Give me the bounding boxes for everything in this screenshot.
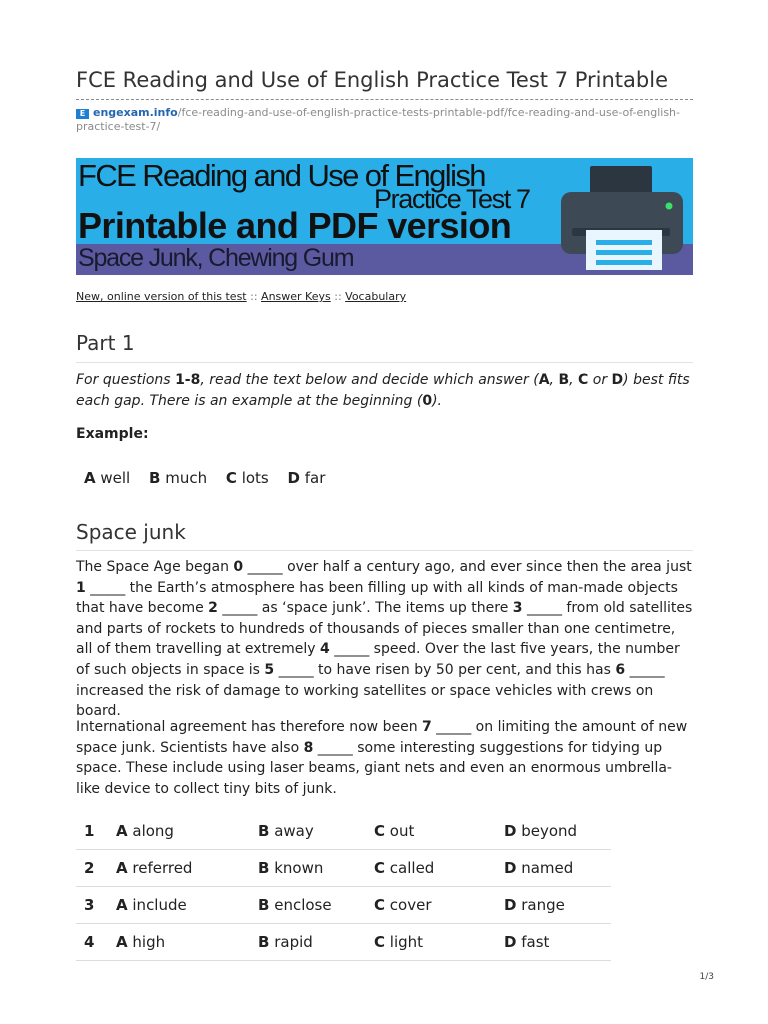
example-option-d: D far <box>287 469 326 487</box>
questions-table <box>76 813 611 961</box>
online-version-link[interactable]: New, online version of this test <box>76 290 247 303</box>
table-row: 3 A include B enclose C cover D range <box>76 887 611 924</box>
example-options <box>84 469 339 487</box>
source-link[interactable] <box>76 106 693 134</box>
source-host[interactable]: engexam.info <box>93 106 178 119</box>
table-row: 1 A along B away C out D beyond <box>76 813 611 850</box>
part-1-rule <box>76 362 693 363</box>
text-paragraph-1: The Space Age began 0 _____ over half a century ago, and ever since then the area just 1 _____ the Earth’s atmosphere has been filling up with all kinds of man-made objects that have become 2 _____ as ‘space junk’. The items up there 3 _____ from old satellites and parts of rockets to hundreds of thousands of pieces smaller than one centimetre, all of them travelling at extremely 4 _____ speed. Over the last five years, the number of such objects in space is 5 _____ to have risen by 50 per cent, and this has 6 _____ increased the risk of damage to working satellites or space vehicles with crews on board. <box>76 559 693 720</box>
source-path-1[interactable]: /fce-reading-and-use-of-english-practice-tests-printable-pdf/fce-reading-and-use-of-english- <box>177 106 681 119</box>
text-paragraph-2: International agreement has therefore now been 7 _____ on limiting the amount of new space junk. Scientists have also 8 _____ some interesting suggestions for tidying up space. These include using laser beams, giant nets and even an enormous umbrella-like device to collect tiny bits of junk. <box>76 719 688 797</box>
answer-keys-link[interactable]: Answer Keys <box>261 290 331 303</box>
text-heading: Space junk <box>76 520 186 544</box>
example-option-b: B much <box>149 469 208 487</box>
table-row: 4 A high B rapid C light D fast <box>76 924 611 961</box>
title-divider <box>76 99 693 100</box>
page-number: 1/3 <box>699 972 714 982</box>
nav-links <box>76 290 406 303</box>
table-row: 2 A referred B known C called D named <box>76 850 611 887</box>
banner-line-3: Printable and PDF version <box>78 205 512 246</box>
link-separator: :: <box>250 290 258 303</box>
page-title: FCE Reading and Use of English Practice Test 7 Printable <box>76 68 668 92</box>
banner-line-2: Practice Test 7 <box>374 184 530 214</box>
printer-icon <box>556 164 686 270</box>
site-favicon-icon: E <box>76 109 89 119</box>
banner-line-4: Space Junk, Chewing Gum <box>78 244 354 272</box>
part-1-heading: Part 1 <box>76 331 135 355</box>
text-rule <box>76 550 693 551</box>
example-option-c: C lots <box>225 469 269 487</box>
link-separator: :: <box>334 290 342 303</box>
instructions: For questions 1-8, read the text below and decide which answer (A, B, C or D) best fits each gap. There is an example at the beginning (0). <box>76 372 690 409</box>
banner-line-1: FCE Reading and Use of English <box>78 158 485 193</box>
source-path-2[interactable]: practice-test-7/ <box>76 120 161 133</box>
example-option-a: A well <box>84 469 131 487</box>
vocabulary-link[interactable]: Vocabulary <box>345 290 407 303</box>
example-label: Example: <box>76 426 149 442</box>
header-banner <box>76 158 693 275</box>
